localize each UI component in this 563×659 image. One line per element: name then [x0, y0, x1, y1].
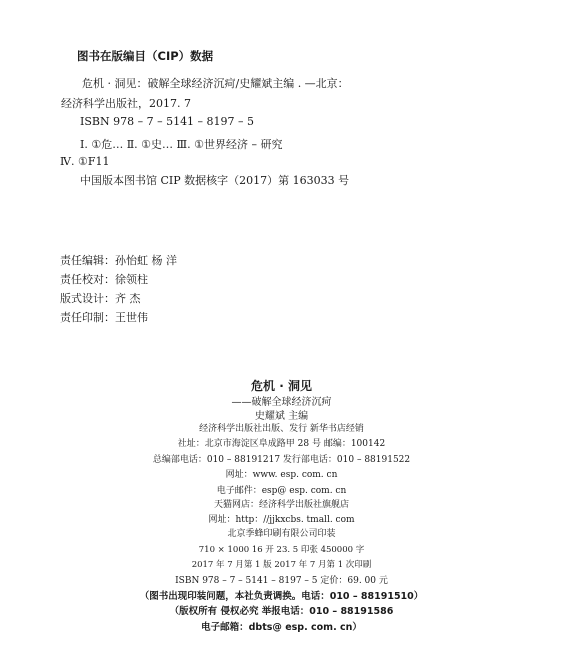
cip-subject-line: Ⅰ. ①危… Ⅱ. ①史… Ⅲ. ①世界经济 – 研究 — [80, 138, 283, 151]
cip-isbn-line: ISBN 978 – 7 – 5141 – 8197 – 5 — [80, 115, 255, 128]
colophon-copyright-notice: （版权所有 侵权必究 举报电话：010 – 88191586 — [169, 606, 394, 617]
cip-publisher-line: 经济科学出版社，2017. 7 — [61, 97, 191, 110]
staff-editor: 责任编辑：孙怡虹 杨 洋 — [60, 254, 177, 267]
colophon-publisher-line: 经济科学出版社出版、发行 新华书店经销 — [199, 424, 364, 434]
colophon-phone-line: 总编部电话：010 – 88191217 发行部电话：010 – 88191522 — [152, 455, 411, 465]
colophon-tmall-url-line: 网址：http：//jjkxcbs. tmall. com — [208, 515, 355, 525]
colophon-editor: 史耀斌 主编 — [254, 411, 309, 422]
staff-print-manager: 责任印制：王世伟 — [60, 311, 148, 324]
colophon-defect-notice: （图书出现印装问题，本社负责调换。电话：010 – 88191510） — [139, 591, 424, 602]
colophon-title: 危机 · 洞见 — [251, 379, 312, 393]
cip-classification-line: Ⅳ. ①F11 — [60, 155, 110, 168]
staff-layout-designer: 版式设计：齐 杰 — [60, 292, 141, 305]
colophon-isbn-price-line: ISBN 978 – 7 – 5141 – 8197 – 5 定价：69. 00 元 — [175, 576, 388, 586]
colophon-address-line: 社址：北京市海淀区阜成路甲 28 号 邮编：100142 — [177, 439, 386, 449]
cip-heading: 图书在版编目（CIP）数据 — [77, 49, 214, 63]
colophon-format-line: 710 × 1000 16 开 23. 5 印张 450000 字 — [198, 545, 365, 555]
colophon-edition-line: 2017 年 7 月第 1 版 2017 年 7 月第 1 次印刷 — [191, 560, 372, 570]
colophon-printer-line: 北京季蜂印刷有限公司印装 — [227, 529, 336, 539]
colophon-subtitle: ——破解全球经济沉疴 — [231, 397, 332, 408]
colophon-report-email: 电子邮箱：dbts@ esp. com. cn） — [201, 622, 362, 633]
staff-proofreader: 责任校对：徐领柱 — [60, 273, 148, 286]
colophon-email-line: 电子邮件：esp@ esp. com. cn — [216, 486, 347, 496]
colophon-website-line: 网址：www. esp. com. cn — [225, 470, 338, 480]
cip-title-line: 危机 · 洞见：破解全球经济沉疴/史耀斌主编 . —北京： — [82, 77, 349, 90]
cip-record-number-line: 中国版本图书馆 CIP 数据核字（2017）第 163033 号 — [80, 174, 350, 187]
colophon-tmall-store-line: 天猫网店：经济科学出版社旗舰店 — [213, 500, 349, 510]
